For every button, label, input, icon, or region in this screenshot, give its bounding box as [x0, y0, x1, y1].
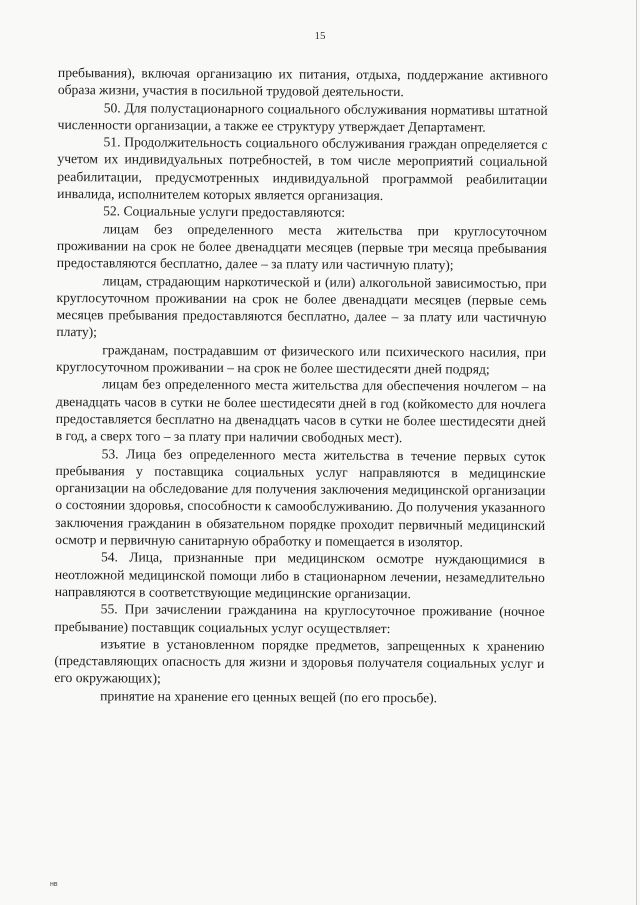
paragraph-49-continuation: пребывания), включая организацию их питания, отдыха, поддержание активного образа жизни, участия в посильной трудовой деятельности. [57, 64, 548, 100]
document-body [54, 64, 548, 707]
scan-edge-line [636, 0, 637, 905]
page-number: 15 [314, 30, 326, 42]
paragraph-52-item-2: лицам, страдающим наркотической и (или) алкогольной зависимостью, при круглосуточном проживании на срок не более двенадцати месяцев (первые семь месяцев пребывания предоставляются бесплатно, далее – за плату или частичную плату); [56, 272, 547, 340]
paragraph-52: 52. Социальные услуги предоставляются: [103, 203, 346, 221]
paragraph-55: 55. При зачислении гражданина на круглосуточное проживание (ночное пребывание) поставщик социальных услуг осуществляет: [54, 601, 545, 636]
paragraph-50: 50. Для полустационарного социального обслуживания нормативы штатной численности организации, а также ее структуру утверждает Департамент. [57, 99, 548, 135]
paragraph-55-item-1: изъятие в установленном порядке предметов, запрещенных к хранению (представляющих опасность для жизни и здоровья получателя социальных услуг и его окружающих); [54, 636, 545, 687]
paragraph-51: 51. Продолжительность социального обслуживания граждан определяется с учетом их индивидуальных потребностей, в том числе мероприятий социальной реабилитации, предусмотренных индивидуальной программой реабилитации инвалида, исполнителем которых является организация. [57, 134, 548, 204]
paragraph-53: 53. Лица без определенного места жительства в течение первых суток пребывания у поставщика социальных услуг направляются в медицинские организации на обследование для получения заключения медицинской организации о состоянии здоровья, способности к самообслуживанию. До получения указанного заключения гражданин в обязательном порядке проходит первичный медицинский осмотр и первичную санитарную обработку и помещается в изолятор. [55, 445, 546, 550]
footer-initials: нв [50, 881, 58, 888]
paragraph-52-item-1: лицам без определенного места жительства при круглосуточном проживании на срок не более двенадцати месяцев (первые три месяца пребывания предоставляются бесплатно, далее – за плату или частичную плату); [56, 220, 548, 273]
paragraph-55-item-2: принятие на хранение его ценных вещей (по его просьбе). [100, 687, 438, 706]
paragraph-52-item-3: гражданам, пострадавшим от физического или психического насилия, при круглосуточном проживании – на срок не более шестидесяти дней подряд; [56, 342, 547, 377]
paragraph-54: 54. Лица, признанные при медицинском осмотре нуждающимися в неотложной медицинской помощи либо в стационарном лечении, незамедлительно направляются в соответствующие медицинские организации. [54, 549, 546, 602]
paragraph-52-item-4: лицам без определенного места жительства для обеспечения ночлегом – на двенадцать часов в сутки не более шестидесяти дней в год (койкоместо для ночлега предоставляется бесплатно на двенадцать часов в сутки не более шестидесяти дней в год, а сверх того – за плату при наличии свободных мест). [55, 376, 547, 446]
